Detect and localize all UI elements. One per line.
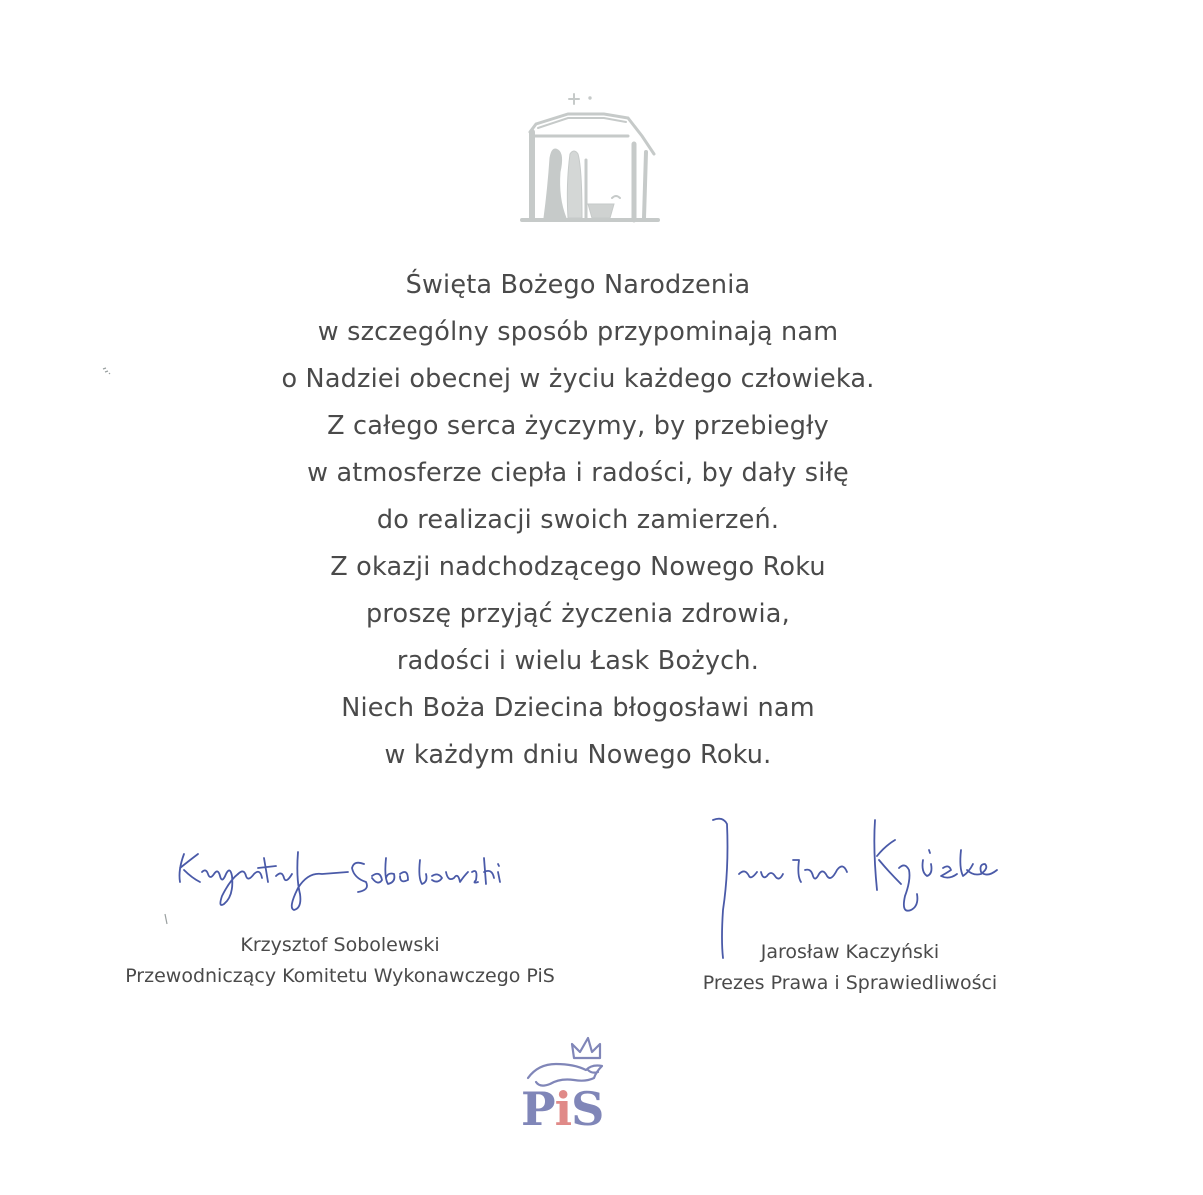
signer-name: Krzysztof Sobolewski (240, 934, 440, 956)
signer-title: Przewodniczący Komitetu Wykonawczego PiS (125, 965, 555, 987)
greeting-line: Niech Boża Dziecina błogosławi nam (341, 693, 815, 723)
greeting-line: Święta Bożego Narodzenia (405, 270, 751, 300)
logo-letter-i: i (554, 1082, 572, 1136)
signer-title: Prezes Prawa i Sprawiedliwości (702, 972, 998, 994)
greeting-line: w atmosferze ciepła i radości, by dały siłę (307, 458, 849, 488)
signer-right (650, 937, 1050, 999)
greeting-line: do realizacji swoich zamierzeń. (376, 505, 780, 535)
greeting-line: proszę przyjąć życzenia zdrowia, (366, 599, 790, 629)
logo-letter-p: P (521, 1082, 555, 1136)
signature-sobolewski (172, 838, 512, 918)
greeting-line: w szczególny sposób przypominają nam (317, 317, 839, 347)
greeting-text (100, 262, 1056, 779)
greeting-line: o Nadziei obecnej w życiu każdego człowieka. (281, 364, 875, 394)
nativity-scene-icon (508, 88, 664, 228)
logo-letter-s: S (571, 1082, 604, 1136)
signer-left (90, 930, 590, 992)
pis-logo-text (521, 1082, 631, 1136)
greeting-line: Z okazji nadchodzącego Nowego Roku (330, 552, 826, 582)
greeting-line: Z całego serca życzymy, by przebiegły (327, 411, 829, 441)
greeting-line: radości i wielu Łask Bożych. (396, 646, 760, 676)
speck-mark (163, 912, 169, 926)
greeting-line: w każdym dniu Nowego Roku. (384, 740, 772, 770)
speck-mark (100, 365, 114, 377)
signer-name: Jarosław Kaczyński (760, 941, 940, 963)
